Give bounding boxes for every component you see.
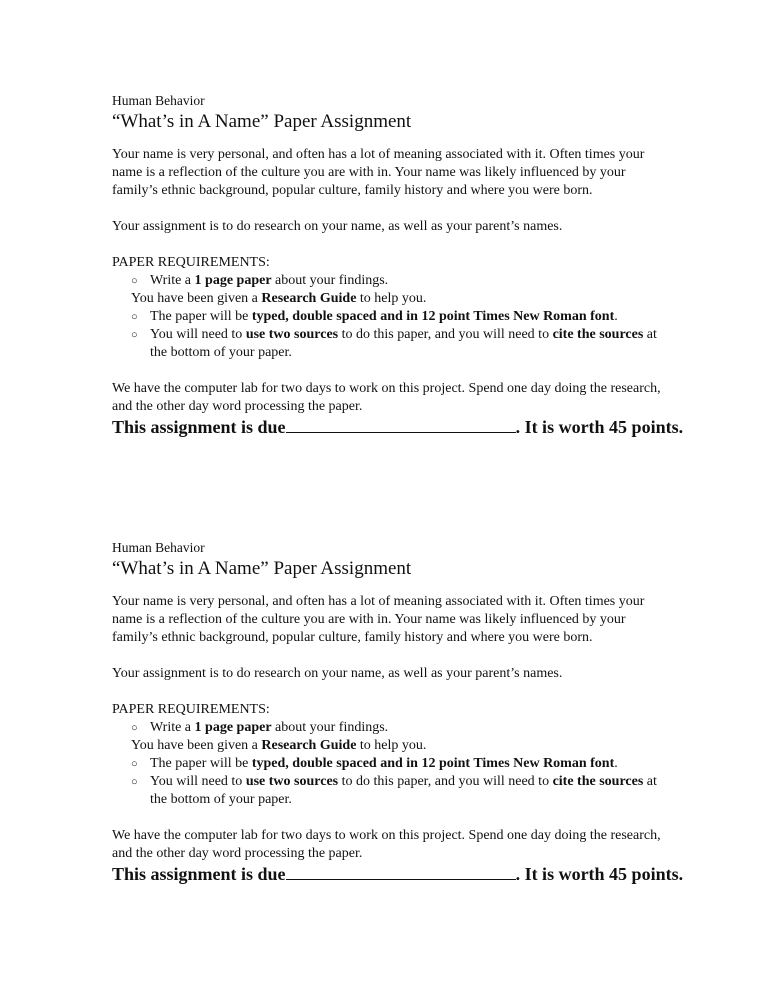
course-name: Human Behavior [112, 540, 205, 555]
requirement-item: ○ Write a 1 page paper about your findings. [131, 720, 389, 735]
requirement-note: You have been given a Research Guide to help you. [131, 291, 427, 306]
assignment-paragraph: Your assignment is to do research on your name, as well as your parent’s names. [112, 219, 563, 234]
lab-paragraph: We have the computer lab for two days to work on this project. Spend one day doing the research, and the other day word processing the paper. [112, 381, 661, 414]
requirements-list [112, 272, 672, 362]
bullet-circle-icon: ○ [131, 758, 138, 770]
intro-paragraph: Your name is very personal, and often has a lot of meaning associated with it. Often times your name is a reflection of the culture you are with in. Your name was likely influenced by your family’s ethnic background, popular culture, family history and where you were born. [112, 147, 645, 198]
requirement-item: ○ You will need to use two sources to do this paper, and you will need to cite the sources at the bottom of your paper. [131, 327, 657, 360]
bullet-circle-icon: ○ [131, 275, 138, 287]
requirement-item: ○ Write a 1 page paper about your findings. [131, 273, 389, 288]
requirements-heading: PAPER REQUIREMENTS: [112, 255, 270, 270]
bullet-circle-icon: ○ [131, 722, 138, 734]
due-line: This assignment is due . It is worth 45 points. [112, 417, 684, 437]
assignment-sheet-2 [112, 539, 684, 885]
requirement-item: ○ The paper will be typed, double spaced and in 12 point Times New Roman font. [131, 756, 618, 771]
requirement-item: ○ You will need to use two sources to do this paper, and you will need to cite the sources at the bottom of your paper. [131, 774, 657, 807]
due-date-blank [286, 417, 516, 433]
due-line: This assignment is due . It is worth 45 points. [112, 864, 684, 884]
bullet-circle-icon: ○ [131, 776, 138, 788]
assignment-sheet-1 [112, 92, 684, 438]
requirements-list [112, 719, 672, 809]
bullet-circle-icon: ○ [131, 311, 138, 323]
course-name: Human Behavior [112, 93, 205, 108]
assignment-title: “What’s in A Name” Paper Assignment [112, 111, 412, 132]
intro-paragraph: Your name is very personal, and often has a lot of meaning associated with it. Often times your name is a reflection of the culture you are with in. Your name was likely influenced by your family’s ethnic background, popular culture, family history and where you were born. [112, 594, 645, 645]
assignment-paragraph: Your assignment is to do research on your name, as well as your parent’s names. [112, 666, 563, 681]
assignment-title: “What’s in A Name” Paper Assignment [112, 558, 412, 579]
requirement-note: You have been given a Research Guide to help you. [131, 738, 427, 753]
requirements-heading: PAPER REQUIREMENTS: [112, 702, 270, 717]
lab-paragraph: We have the computer lab for two days to work on this project. Spend one day doing the research, and the other day word processing the paper. [112, 828, 661, 861]
bullet-circle-icon: ○ [131, 329, 138, 341]
requirement-item: ○ The paper will be typed, double spaced and in 12 point Times New Roman font. [131, 309, 618, 324]
due-date-blank [286, 864, 516, 880]
